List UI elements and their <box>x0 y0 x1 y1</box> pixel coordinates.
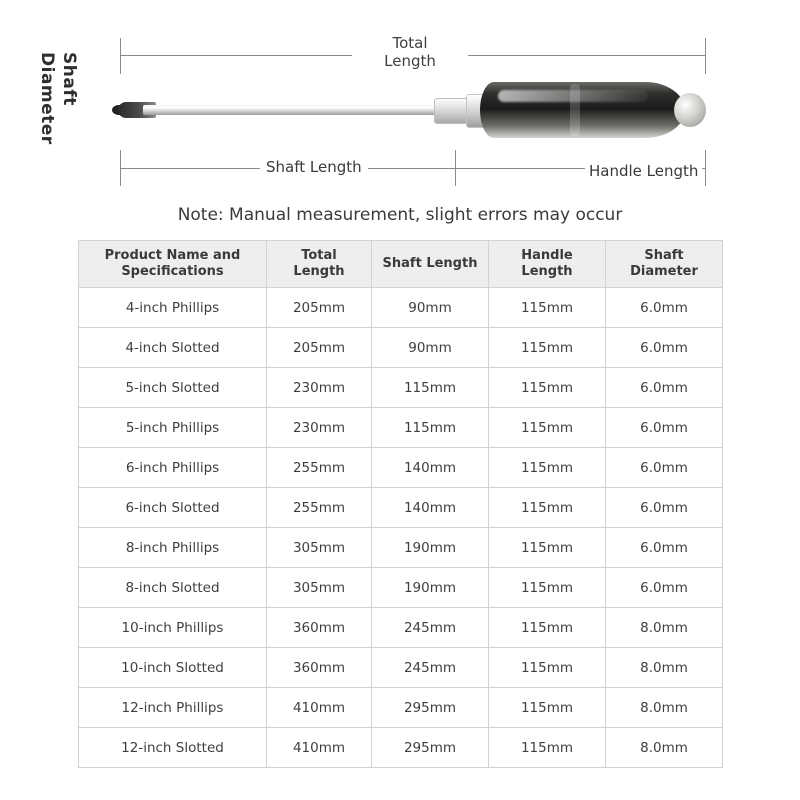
cell-product-name: 6-inch Slotted <box>79 488 267 528</box>
table-row <box>79 568 723 608</box>
cell-shaft-length: 140mm <box>372 488 489 528</box>
cell-handle-length: 115mm <box>489 568 606 608</box>
cell-shaft-diameter: 6.0mm <box>606 328 723 368</box>
cell-product-name: 10-inch Slotted <box>79 648 267 688</box>
handle-length-right-tick <box>705 150 706 186</box>
cell-shaft-length: 190mm <box>372 568 489 608</box>
cell-product-name: 5-inch Slotted <box>79 368 267 408</box>
cell-handle-length: 115mm <box>489 648 606 688</box>
column-header-shaft-diameter-line2: Diameter <box>630 264 698 279</box>
cell-total-length: 410mm <box>267 728 372 768</box>
table-row <box>79 328 723 368</box>
cell-shaft-diameter: 8.0mm <box>606 648 723 688</box>
cell-shaft-length: 115mm <box>372 368 489 408</box>
cell-total-length: 255mm <box>267 488 372 528</box>
cell-shaft-length: 295mm <box>372 688 489 728</box>
cell-handle-length: 115mm <box>489 608 606 648</box>
cell-shaft-diameter: 6.0mm <box>606 408 723 448</box>
table-row <box>79 408 723 448</box>
cell-total-length: 305mm <box>267 528 372 568</box>
cell-shaft-diameter: 8.0mm <box>606 688 723 728</box>
cell-shaft-length: 140mm <box>372 448 489 488</box>
cell-product-name: 5-inch Phillips <box>79 408 267 448</box>
table-row <box>79 688 723 728</box>
cell-total-length: 205mm <box>267 288 372 328</box>
cell-total-length: 255mm <box>267 448 372 488</box>
total-length-label-line2: Length <box>384 52 436 70</box>
screwdriver-illustration <box>118 80 718 145</box>
table-row <box>79 488 723 528</box>
cell-shaft-diameter: 6.0mm <box>606 488 723 528</box>
screwdriver-handle-band <box>570 84 580 136</box>
column-header-handle-length-line2: Length <box>521 264 573 279</box>
cell-shaft-length: 115mm <box>372 408 489 448</box>
cell-product-name: 12-inch Slotted <box>79 728 267 768</box>
cell-shaft-length: 245mm <box>372 648 489 688</box>
table-row <box>79 728 723 768</box>
cell-shaft-diameter: 8.0mm <box>606 608 723 648</box>
total-length-label <box>352 34 468 70</box>
cell-handle-length: 115mm <box>489 368 606 408</box>
column-header-total-length-line1: Total <box>301 248 337 263</box>
cell-total-length: 205mm <box>267 328 372 368</box>
cell-total-length: 410mm <box>267 688 372 728</box>
cell-handle-length: 115mm <box>489 728 606 768</box>
shaft-length-left-tick <box>120 150 121 186</box>
table-body <box>79 288 723 768</box>
cell-product-name: 6-inch Phillips <box>79 448 267 488</box>
cell-shaft-length: 90mm <box>372 328 489 368</box>
column-header-product-name-line2: Specifications <box>121 264 224 279</box>
cell-handle-length: 115mm <box>489 688 606 728</box>
cell-handle-length: 115mm <box>489 408 606 448</box>
total-length-right-tick <box>705 38 706 74</box>
screwdriver-collar <box>434 98 470 124</box>
table-row <box>79 528 723 568</box>
column-header-shaft-diameter <box>606 241 723 288</box>
cell-product-name: 4-inch Phillips <box>79 288 267 328</box>
specifications-table-wrapper <box>78 240 722 768</box>
cell-handle-length: 115mm <box>489 288 606 328</box>
table-row <box>79 608 723 648</box>
table-row <box>79 288 723 328</box>
cell-shaft-diameter: 6.0mm <box>606 528 723 568</box>
cell-shaft-diameter: 6.0mm <box>606 448 723 488</box>
cell-total-length: 305mm <box>267 568 372 608</box>
column-header-product-name <box>79 241 267 288</box>
cell-handle-length: 115mm <box>489 528 606 568</box>
cell-handle-length: 115mm <box>489 488 606 528</box>
cell-product-name: 8-inch Slotted <box>79 568 267 608</box>
shaft-diameter-label: Shaft Diameter <box>37 52 79 145</box>
column-header-shaft-length <box>372 241 489 288</box>
cell-handle-length: 115mm <box>489 328 606 368</box>
cell-product-name: 10-inch Phillips <box>79 608 267 648</box>
table-row <box>79 648 723 688</box>
column-header-total-length-line2: Length <box>293 264 345 279</box>
cell-shaft-length: 295mm <box>372 728 489 768</box>
handle-length-label: Handle Length <box>585 162 702 180</box>
cell-shaft-diameter: 8.0mm <box>606 728 723 768</box>
cell-total-length: 230mm <box>267 368 372 408</box>
cell-shaft-length: 90mm <box>372 288 489 328</box>
column-header-shaft-diameter-line1: Shaft <box>644 248 684 263</box>
total-length-left-tick <box>120 38 121 74</box>
table-row <box>79 448 723 488</box>
column-header-product-name-line1: Product Name and <box>104 248 241 263</box>
screwdriver-diagram <box>0 0 800 200</box>
cell-handle-length: 115mm <box>489 448 606 488</box>
table-header <box>79 241 723 288</box>
specifications-table <box>78 240 723 768</box>
screwdriver-shaft <box>143 105 463 115</box>
column-header-total-length <box>267 241 372 288</box>
cell-shaft-diameter: 6.0mm <box>606 568 723 608</box>
cell-product-name: 8-inch Phillips <box>79 528 267 568</box>
cell-shaft-length: 245mm <box>372 608 489 648</box>
column-header-handle-length-line1: Handle <box>521 248 573 263</box>
column-header-shaft-length-line1: Shaft Length <box>382 256 478 271</box>
column-header-handle-length <box>489 241 606 288</box>
total-length-label-line1: Total <box>392 34 428 52</box>
cell-product-name: 4-inch Slotted <box>79 328 267 368</box>
measurement-note: Note: Manual measurement, slight errors may occur <box>177 205 623 225</box>
shaft-handle-divider-tick <box>455 150 456 186</box>
cell-shaft-diameter: 6.0mm <box>606 288 723 328</box>
cell-total-length: 360mm <box>267 648 372 688</box>
screwdriver-end-cap <box>674 93 706 127</box>
cell-product-name: 12-inch Phillips <box>79 688 267 728</box>
cell-total-length: 230mm <box>267 408 372 448</box>
shaft-length-label: Shaft Length <box>260 158 368 176</box>
table-row <box>79 368 723 408</box>
table-header-row <box>79 241 723 288</box>
cell-shaft-length: 190mm <box>372 528 489 568</box>
cell-total-length: 360mm <box>267 608 372 648</box>
cell-shaft-diameter: 6.0mm <box>606 368 723 408</box>
